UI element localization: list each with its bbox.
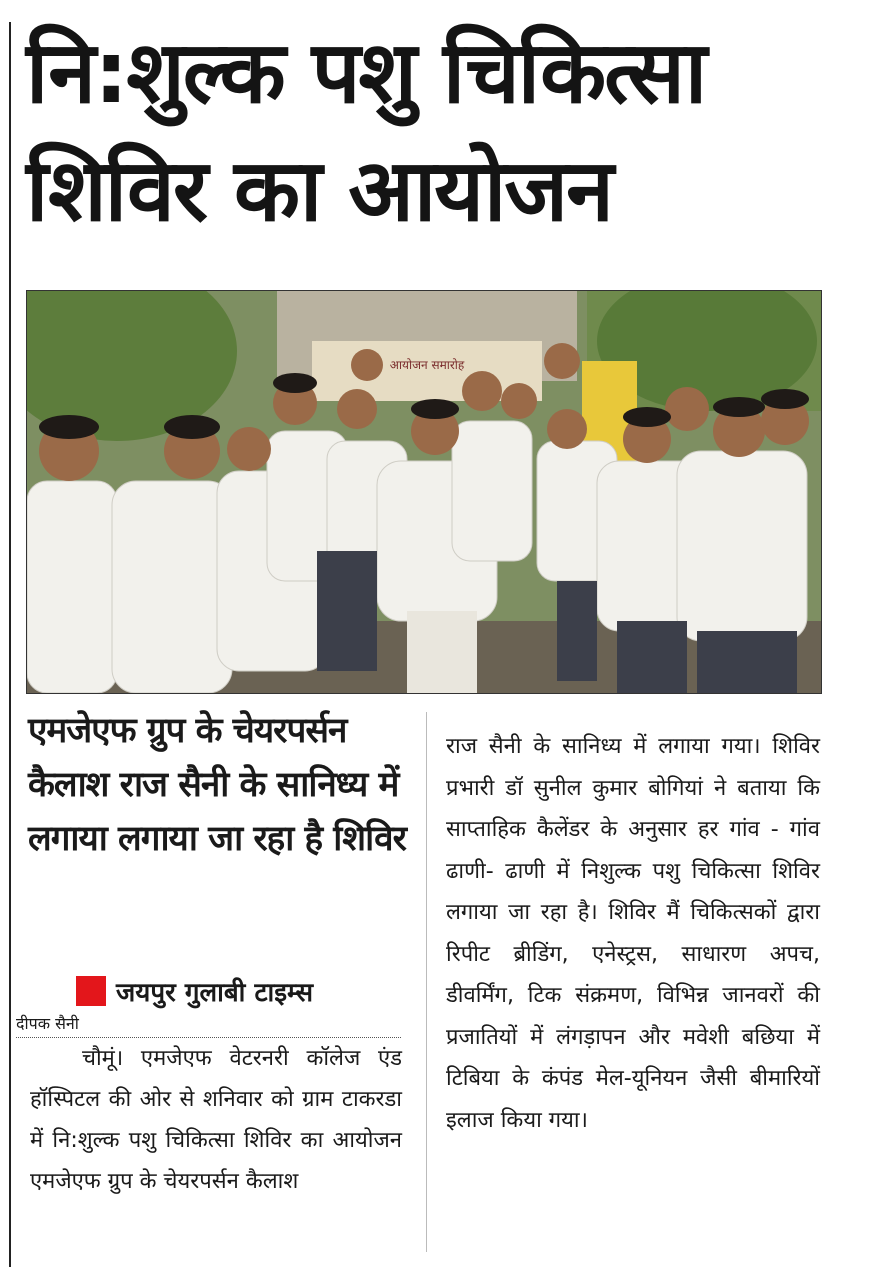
article-column-left bbox=[30, 1038, 402, 1202]
group-photo-icon bbox=[27, 291, 821, 693]
page-left-rule bbox=[9, 22, 11, 1267]
publication-name: जयपुर गुलाबी टाइम्स bbox=[116, 978, 314, 1008]
headline bbox=[26, 14, 866, 250]
publication-brand bbox=[76, 974, 313, 1008]
red-square-icon bbox=[76, 976, 106, 1006]
headline-line-2: शिविर का आयोजन bbox=[26, 141, 612, 241]
subheadline: एमजेएफ ग्रुप के चेयरपर्सन कैलाश राज सैनी के सानिध्य में लगाया लगाया जा रहा है शिविर bbox=[28, 711, 406, 859]
photo-banner-text: आयोजन समारोह bbox=[389, 358, 465, 372]
article-paragraph-right: राज सैनी के सानिध्य में लगाया गया। शिविर प्रभारी डॉ सुनील कुमार बोगियां ने बताया कि साप्ताहिक कैलेंडर के अनुसार हर गांव - गांव ढाणी- ढाणी में निशुल्क पशु चिकित्सा शिविर लगाया जा रहा है। शिविर मैं चिकित्सकों द्वारा रिपीट ब्रीडिंग, एनेस्ट्रस, साधारण अपच, डीवर्मिंग, टिक संक्रमण, विभिन्न जानवरों की प्रजातियों में लंगड़ापन और मवेशी बछिया में टिबिया के कंपंड मेल-यूनियन जैसी बीमारियों इलाज किया गया। bbox=[446, 734, 820, 1133]
article-paragraph-left: चौमूं। एमजेएफ वेटरनरी कॉलेज एंड हॉस्पिटल की ओर से शनिवार को ग्राम टाकरडा में नि:शुल्क पशु चिकित्सा शिविर का आयोजन एमजेएफ ग्रुप के चेयरपर्सन कैलाश bbox=[30, 1046, 402, 1194]
column-divider bbox=[426, 712, 427, 1252]
byline: दीपक सैनी bbox=[16, 1012, 401, 1038]
article-column-right bbox=[446, 726, 820, 1141]
headline-line-1: नि:शुल्क पशु चिकित्सा bbox=[26, 23, 706, 123]
group-photo bbox=[26, 290, 822, 694]
